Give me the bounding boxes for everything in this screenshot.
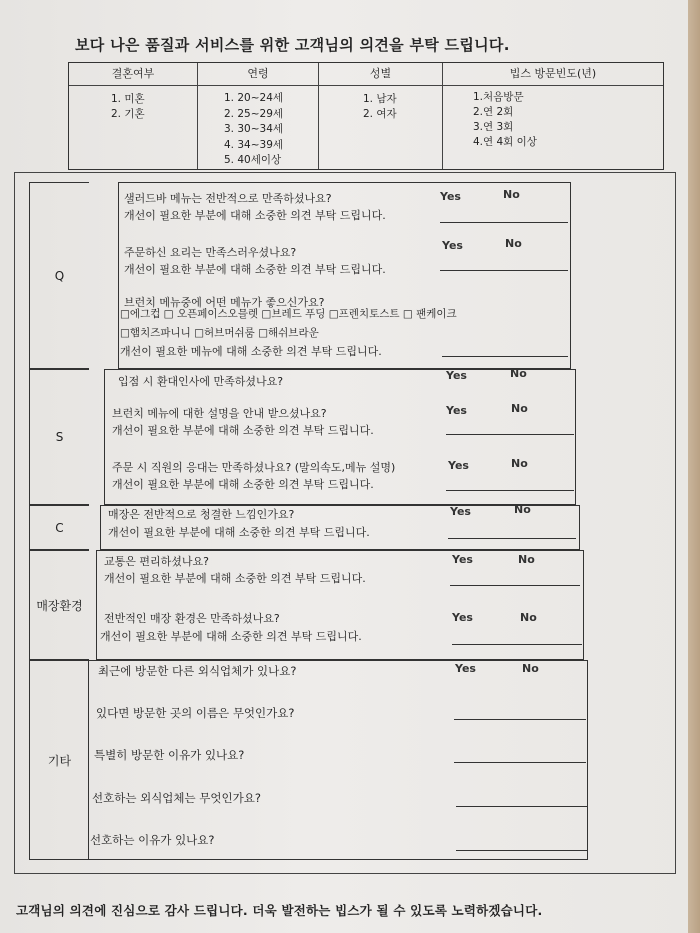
yes-option[interactable]: Yes	[448, 459, 469, 472]
answer-line[interactable]	[446, 490, 574, 491]
question-menu-explanation: 브런치 메뉴에 대한 설명을 안내 받으셨나요?	[112, 407, 327, 420]
category-s: S	[29, 369, 89, 505]
question-visit-reason: 특별히 방문한 이유가 있나요?	[94, 748, 245, 762]
no-option[interactable]: No	[505, 237, 522, 250]
yes-option[interactable]: Yes	[442, 239, 463, 252]
frequency-header: 빕스 방문빈도(년)	[443, 63, 663, 86]
frequency-option[interactable]: 3.연 3회	[473, 121, 514, 133]
demographics-table	[68, 62, 664, 170]
improve-prompt: 개선이 필요한 부분에 대해 소중한 의견 부탁 드립니다.	[108, 526, 370, 539]
gender-option[interactable]: 1. 남자	[363, 93, 397, 105]
age-option[interactable]: 5. 40세이상	[224, 154, 282, 166]
marital-option[interactable]: 2. 기혼	[111, 108, 145, 120]
page-title: 보다 나은 품질과 서비스를 위한 고객님의 의견을 부탁 드립니다.	[75, 36, 510, 54]
improve-prompt: 개선이 필요한 부분에 대해 소중한 의견 부탁 드립니다.	[112, 478, 374, 491]
answer-line[interactable]	[446, 434, 574, 435]
answer-line[interactable]	[456, 806, 588, 807]
brunch-menu-options[interactable]: □햄치즈파니니 □허브머쉬룸 □해쉬브라운	[120, 327, 319, 339]
improve-prompt: 개선이 필요한 부분에 대해 소중한 의견 부탁 드립니다.	[124, 209, 386, 222]
question-other-restaurant: 최근에 방문한 다른 외식업체가 있나요?	[98, 664, 297, 678]
question-salad-bar: 샐러드바 메뉴는 전반적으로 만족하셨나요?	[124, 192, 332, 205]
improve-prompt: 개선이 필요한 부분에 대해 소중한 의견 부탁 드립니다.	[104, 572, 366, 585]
no-option[interactable]: No	[514, 503, 531, 516]
category-q: Q	[29, 182, 89, 369]
question-preferred-restaurant: 선호하는 외식업체는 무엇인가요?	[92, 791, 261, 805]
gender-option[interactable]: 2. 여자	[363, 108, 397, 120]
answer-line[interactable]	[448, 538, 576, 539]
frequency-column	[443, 63, 663, 169]
no-option[interactable]: No	[503, 188, 520, 201]
frequency-option[interactable]: 4.연 4회 이상	[473, 136, 537, 148]
improve-prompt: 개선이 필요한 부분에 대해 소중한 의견 부탁 드립니다.	[100, 630, 362, 643]
age-option[interactable]: 2. 25~29세	[224, 107, 284, 120]
question-greeting: 입점 시 환대인사에 만족하셨나요?	[118, 375, 284, 388]
yes-option[interactable]: Yes	[452, 553, 473, 566]
category-etc: 기타	[29, 660, 89, 860]
improve-menu-prompt: 개선이 필요한 메뉴에 대해 소중한 의견 부탁 드립니다.	[120, 345, 382, 358]
improve-prompt: 개선이 필요한 부분에 대해 소중한 의견 부탁 드립니다.	[124, 263, 386, 276]
no-option[interactable]: No	[522, 662, 539, 675]
answer-line[interactable]	[440, 222, 568, 223]
frequency-option[interactable]: 2.연 2회	[473, 106, 514, 118]
marital-option[interactable]: 1. 미혼	[111, 93, 145, 105]
no-option[interactable]: No	[511, 457, 528, 470]
question-dish: 주문하신 요리는 만족스러우셨나요?	[124, 246, 297, 259]
frequency-option[interactable]: 1.처음방문	[473, 91, 524, 103]
answer-line[interactable]	[452, 644, 582, 645]
no-option[interactable]: No	[518, 553, 535, 566]
question-restaurant-name: 있다면 방문한 곳의 이름은 무엇인가요?	[96, 706, 295, 720]
question-brunch-menu: 브런치 메뉴중에 어떤 메뉴가 좋으신가요?	[124, 296, 325, 309]
age-option[interactable]: 3. 30~34세	[224, 123, 284, 135]
question-staff-service: 주문 시 직원의 응대는 만족하셨나요? (말의속도,메뉴 설명)	[112, 461, 396, 474]
no-option[interactable]: No	[510, 367, 527, 380]
answer-line[interactable]	[456, 850, 588, 851]
improve-prompt: 개선이 필요한 부분에 대해 소중한 의견 부탁 드립니다.	[112, 424, 374, 437]
marital-column	[69, 63, 198, 169]
question-preference-reason: 선호하는 이유가 있나요?	[90, 833, 215, 847]
no-option[interactable]: No	[511, 402, 528, 415]
no-option[interactable]: No	[520, 611, 537, 624]
age-header: 연령	[198, 63, 318, 86]
age-column	[198, 63, 319, 169]
question-store-environment: 전반적인 매장 환경은 만족하셨나요?	[104, 612, 280, 625]
category-c: C	[29, 505, 89, 550]
age-option[interactable]: 4. 34~39세	[224, 138, 284, 151]
marital-header: 결혼여부	[69, 63, 197, 86]
yes-option[interactable]: Yes	[440, 190, 461, 203]
answer-line[interactable]	[440, 270, 568, 271]
age-option[interactable]: 1. 20~24세	[224, 92, 284, 104]
yes-option[interactable]: Yes	[446, 369, 467, 382]
yes-option[interactable]: Yes	[446, 404, 467, 417]
gender-header: 성별	[319, 63, 442, 86]
thank-you-footer: 고객님의 의견에 진심으로 감사 드립니다. 더욱 발전하는 빕스가 될 수 있도록 노력하겠습니다.	[16, 903, 543, 918]
category-store: 매장환경	[29, 550, 89, 660]
yes-option[interactable]: Yes	[452, 611, 473, 624]
yes-option[interactable]: Yes	[450, 505, 471, 518]
answer-line[interactable]	[454, 719, 586, 720]
brunch-menu-options[interactable]: □에그컵 □ 오픈페이스오믈렛 □브레드 푸딩 □프렌치토스트 □ 팬케이크	[120, 308, 457, 320]
yes-option[interactable]: Yes	[455, 662, 476, 675]
gender-column	[319, 63, 443, 169]
answer-line[interactable]	[442, 356, 568, 357]
answer-line[interactable]	[454, 762, 586, 763]
question-transport: 교통은 편리하셨나요?	[104, 555, 209, 568]
table-edge	[688, 0, 700, 933]
question-cleanliness: 매장은 전반적으로 청결한 느낌인가요?	[108, 508, 295, 521]
answer-line[interactable]	[450, 585, 580, 586]
